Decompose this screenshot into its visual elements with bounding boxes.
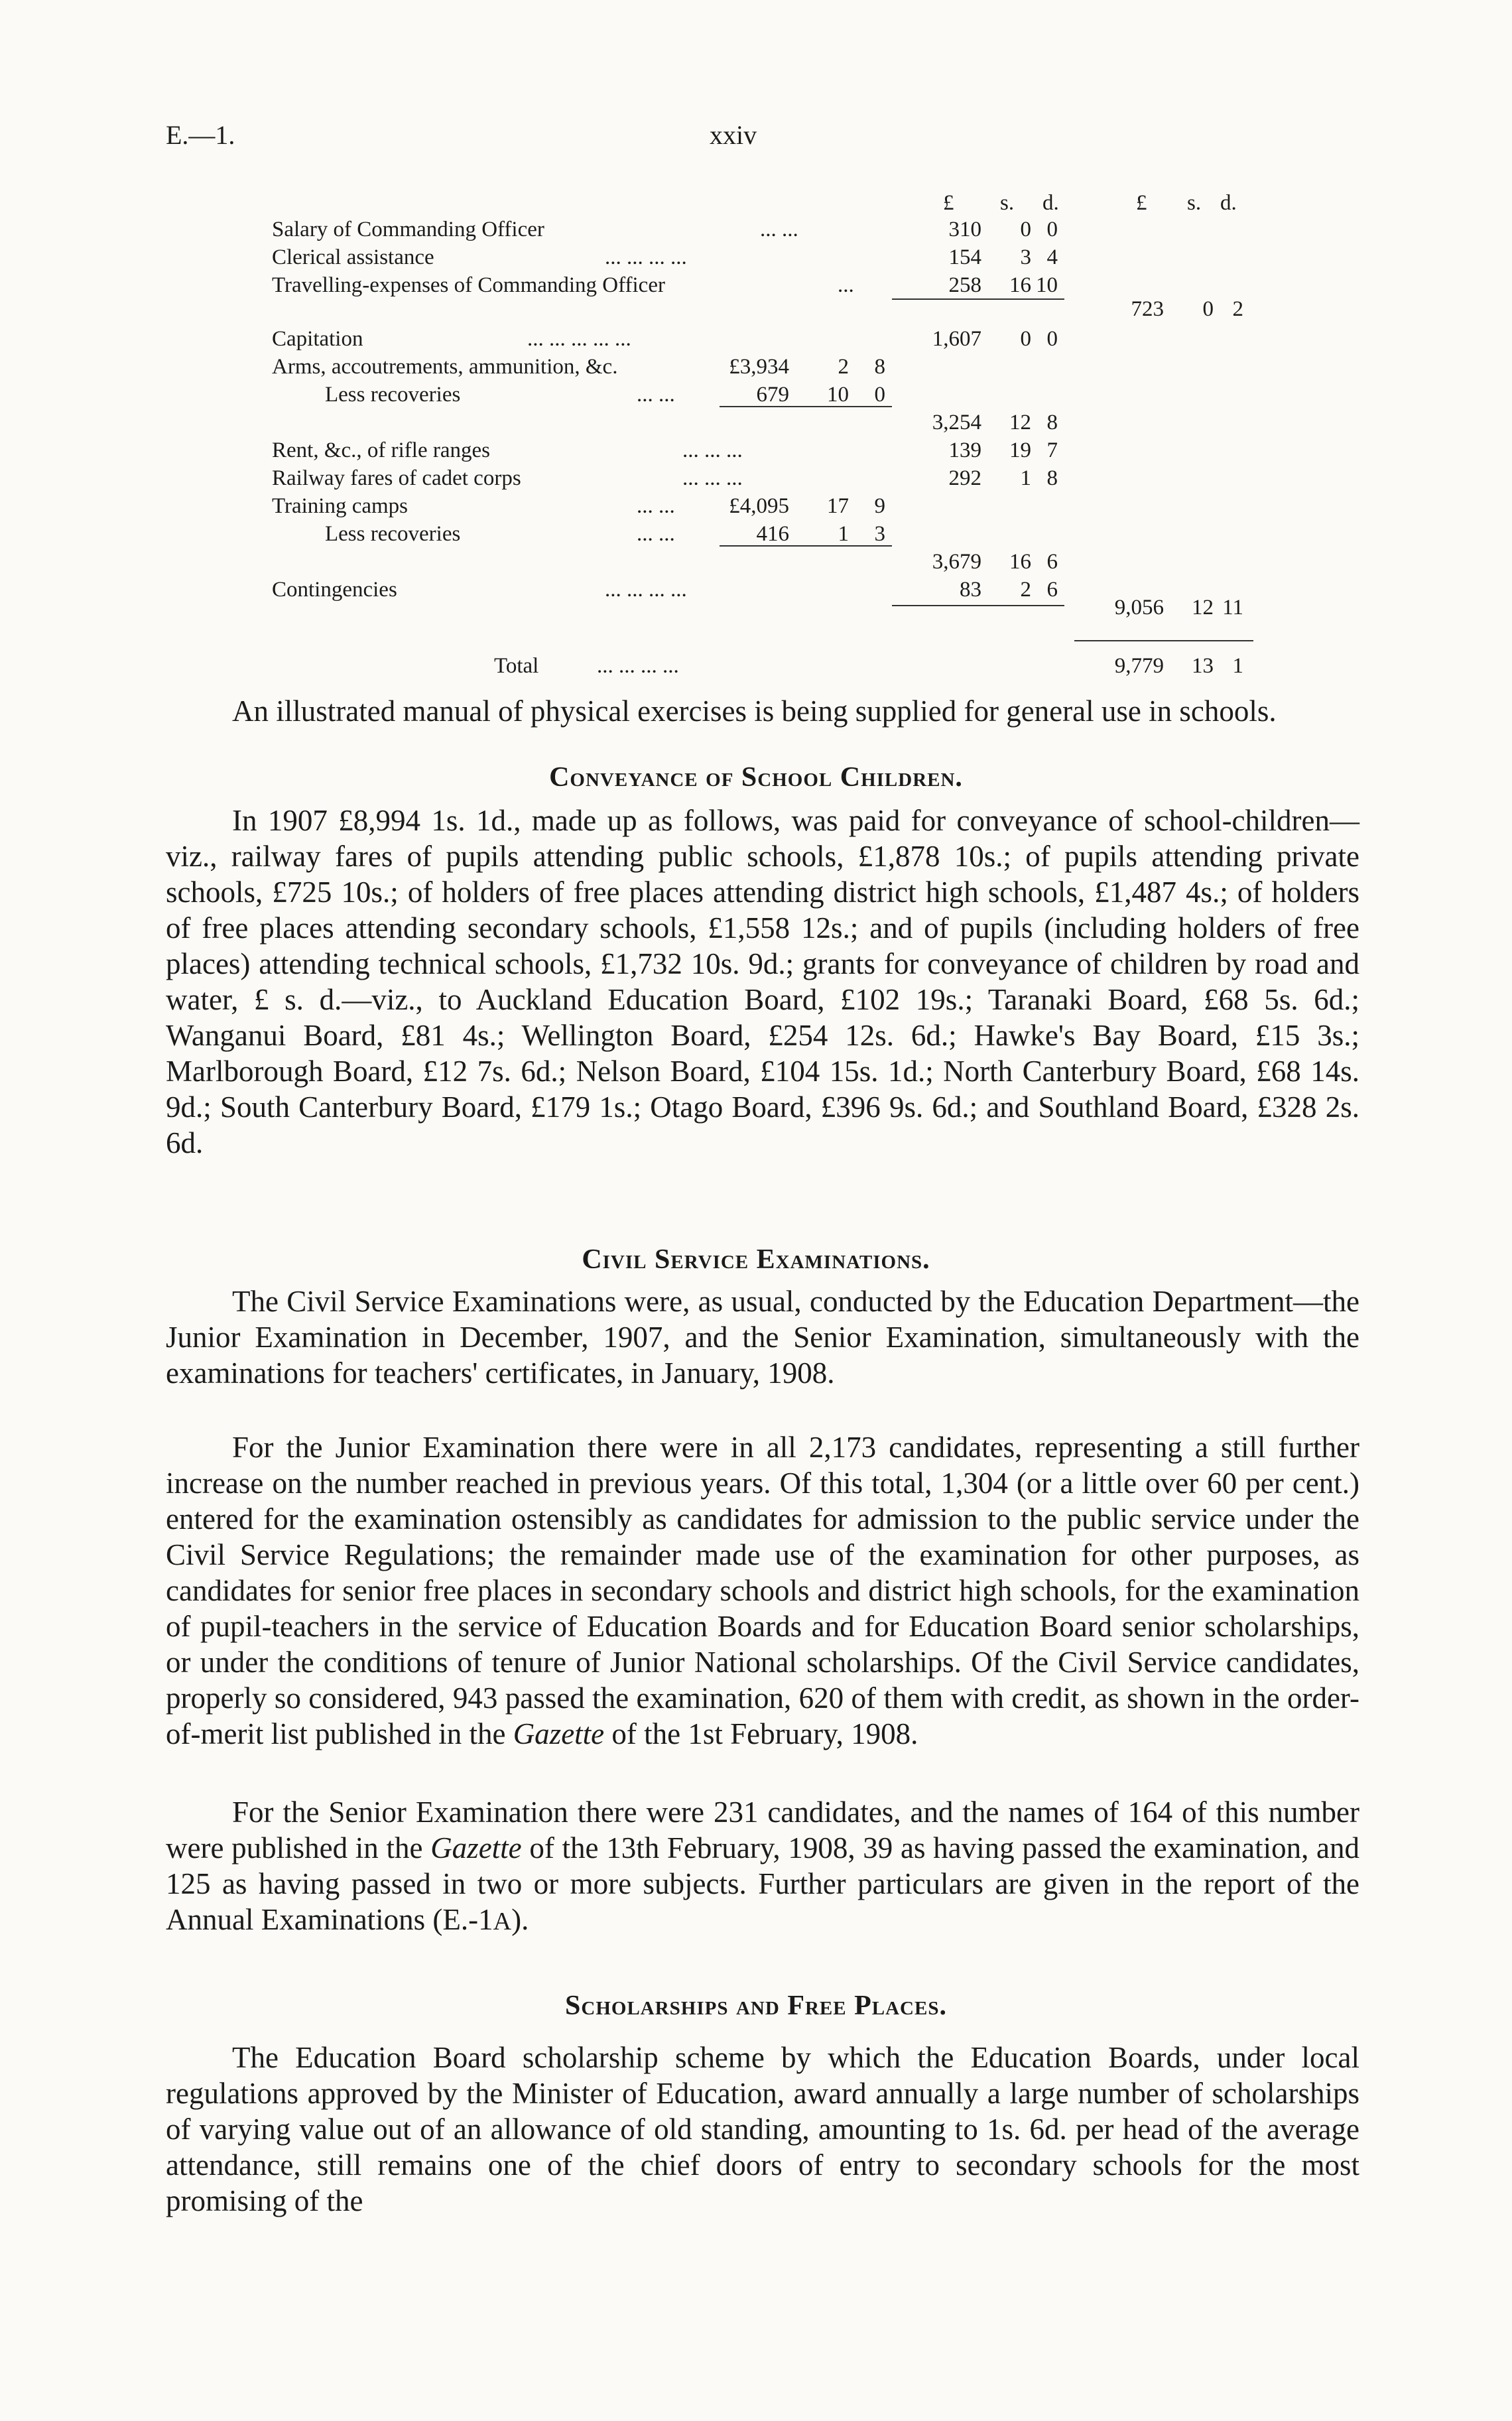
row-label: Less recoveries (325, 383, 461, 407)
row-inner-pounds: 416 (756, 522, 789, 546)
row-pence: 6 (1046, 578, 1058, 602)
row-label: Salary of Commanding Officer (272, 218, 544, 241)
row-leader-dots: ... ... (760, 218, 798, 241)
row-pence: 10 (1036, 273, 1058, 297)
total-pence: 1 (1232, 654, 1243, 678)
row-pounds: 3,254 (932, 411, 981, 434)
col-header-shillings-2: s. (1187, 191, 1202, 215)
subtotal-1-pence: 2 (1232, 297, 1243, 321)
row-inner-pence: 8 (874, 355, 885, 379)
total-label: Total (494, 654, 539, 678)
gazette-title-2: Gazette (430, 1831, 522, 1865)
p2-tail: of the 1st February, 1908. (604, 1717, 918, 1750)
row-inner-pounds: 679 (756, 383, 789, 407)
page-marker: E.—1. (166, 120, 235, 150)
p3-text: For the Senior Examination there were 231 candidates, and the names of 164 of this number were published in the (166, 1796, 1359, 1865)
section-heading-scholarships: Scholarships and Free Places. (565, 1991, 947, 2021)
row-pounds: 310 (948, 218, 981, 241)
civil-service-paragraph-3 (166, 1794, 1359, 1939)
p3-end: ). (511, 1903, 529, 1936)
row-inner-shillings: 17 (827, 494, 849, 518)
gazette-title: Gazette (513, 1717, 605, 1750)
row-label: Training camps (272, 494, 409, 518)
p3-tail: of the 13th February, 1908, 39 as having passed the examination, and 125 as having passed in two or more subjects. Further particulars are given in the report of the Annual Examinations (E.-1 (166, 1831, 1360, 1936)
row-leader-dots: ... ... ... (682, 438, 743, 462)
inner-sum-rule-2 (720, 545, 892, 547)
scholarships-paragraph: The Education Board scholarship scheme by which the Education Boards, under local regulations approved by the Minister of Education, award annually a large number of scholarships of varying value out of an allowance of old standing, amounting to 1s. 6d. per head of the average attendance, still remains one of the chief doors of entry to secondary schools for the most promising of the (166, 2041, 1359, 2217)
section-heading-conveyance: Conveyance of School Children. (549, 762, 963, 793)
row-shillings: 1 (1020, 466, 1031, 490)
row-label: Contingencies (272, 578, 397, 602)
row-inner-pence: 9 (874, 494, 885, 518)
row-shillings: 16 (1009, 273, 1031, 297)
row-leader-dots: ... ... ... ... (605, 245, 687, 269)
row-leader-dots: ... ... ... (682, 466, 743, 490)
section-heading-civil-service: Civil Service Examinations. (582, 1244, 930, 1275)
row-leader-dots: ... ... (637, 494, 675, 518)
row-pounds: 154 (948, 245, 981, 269)
intro-paragraph: An illustrated manual of physical exercises is being supplied for general use in schools. (232, 694, 1277, 728)
expenditure-table (0, 0, 1512, 703)
row-label: Rent, &c., of rifle ranges (272, 438, 490, 462)
inner-sum-rule-1 (720, 406, 892, 407)
row-leader-dots: ... ... ... ... ... (527, 327, 631, 351)
row-leader-dots: ... ... ... ... (605, 578, 687, 602)
row-inner-shillings: 2 (838, 355, 849, 379)
row-pence: 4 (1046, 245, 1058, 269)
row-pence: 0 (1046, 327, 1058, 351)
row-pence: 0 (1046, 218, 1058, 241)
row-shillings: 16 (1009, 550, 1031, 574)
row-inner-pence: 0 (874, 383, 885, 407)
row-shillings: 2 (1020, 578, 1031, 602)
civil-service-paragraph-1: The Civil Service Examinations were, as usual, conducted by the Education Department—the Junior Examination in December, 1907, and the Senior Examination, simultaneously with the examinations for teachers' certificates, in January, 1908. (166, 1285, 1359, 1390)
row-pounds: 1,607 (932, 327, 981, 351)
row-label: Clerical assistance (272, 245, 434, 269)
row-pence: 7 (1046, 438, 1058, 462)
row-pounds: 139 (948, 438, 981, 462)
row-inner-pounds: £3,934 (729, 355, 789, 379)
row-inner-pence: 3 (874, 522, 885, 546)
row-pounds: 83 (960, 578, 981, 602)
row-inner-shillings: 10 (827, 383, 849, 407)
row-leader-dots: ... ... (637, 522, 675, 546)
subtotal-1-pounds: 723 (1131, 297, 1164, 321)
total-leader-dots: ... ... ... ... (597, 654, 679, 678)
col-header-pence: d. (1042, 191, 1059, 215)
total-shillings: 13 (1192, 654, 1214, 678)
row-label: Capitation (272, 327, 363, 351)
p3-suffix: A (493, 1908, 512, 1935)
row-shillings: 0 (1020, 327, 1031, 351)
col-header-pounds: £ (943, 191, 954, 215)
row-pence: 6 (1046, 550, 1058, 574)
col-header-pence-2: d. (1220, 191, 1237, 215)
row-shillings: 0 (1020, 218, 1031, 241)
total-rule (1074, 640, 1253, 641)
row-shillings: 12 (1009, 411, 1031, 434)
row-inner-pounds: £4,095 (729, 494, 789, 518)
row-leader-dots: ... (838, 273, 854, 297)
col-header-pounds-2: £ (1136, 191, 1147, 215)
page-number: xxiv (710, 120, 757, 150)
p2-text: For the Junior Examination there were in all 2,173 candidates, representing a still further increase on the number reached in previous years. Of this total, 1,304 (or a little over 60 per cent.) entered for the examination ostensibly as candidates for admission to the public service under the Civil Service Regulations; the remainder made use of the examination for other purposes, as candidates for senior free places in secondary schools and district high schools, for the examination of pupil-teachers in the service of Education Boards and for Education Board senior scholarships, or under the conditions of tenure of Junior National scholarships. Of the Civil Service candidates, properly so considered, 943 passed the examination, 620 of them with credit, as shown in the order-of-merit list published in the (166, 1431, 1359, 1750)
row-shillings: 19 (1009, 438, 1031, 462)
row-leader-dots: ... ... (637, 383, 675, 407)
row-label: Arms, accoutrements, ammunition, &c. (272, 355, 618, 379)
row-label: Railway fares of cadet corps (272, 466, 521, 490)
row-inner-shillings: 1 (838, 522, 849, 546)
row-pounds: 3,679 (932, 550, 981, 574)
subtotal-2-pounds: 9,056 (1114, 596, 1164, 620)
row-pounds: 292 (948, 466, 981, 490)
row-label: Less recoveries (325, 522, 461, 546)
subtotal-2-pence: 11 (1222, 596, 1243, 620)
row-shillings: 3 (1020, 245, 1031, 269)
row-pence: 8 (1046, 411, 1058, 434)
conveyance-paragraph: In 1907 £8,994 1s. 1d., made up as follows, was paid for conveyance of school-children—viz., railway fares of pupils attending public schools, £1,878 10s.; of pupils attending private schools, £725 10s.; of holders of free places attending district high schools, £1,487 4s.; of holders of free places attending secondary schools, £1,558 12s.; and of pupils (including holders of free places) attending technical schools, £1,732 10s. 9d.; grants for conveyance of children by road and water, £ s. d.—viz., to Auckland Education Board, £102 19s.; Taranaki Board, £68 5s. 6d.; Wanganui Board, £81 4s.; Wellington Board, £254 12s. 6d.; Hawke's Bay Board, £15 3s.; Marlborough Board, £12 7s. 6d.; Nelson Board, £104 15s. 1d.; North Canterbury Board, £68 14s. 9d.; South Canterbury Board, £179 1s.; Otago Board, £396 9s. 6d.; and Southland Board, £328 2s. 6d. (166, 804, 1359, 1159)
col-header-shillings: s. (1000, 191, 1015, 215)
row-pounds: 258 (948, 273, 981, 297)
civil-service-paragraph-2 (166, 1429, 1359, 1752)
row-pence: 8 (1046, 466, 1058, 490)
total-pounds: 9,779 (1114, 654, 1164, 678)
subtotal-2-shillings: 12 (1192, 596, 1214, 620)
row-label: Travelling-expenses of Commanding Officer (272, 273, 665, 297)
subtotal-1-shillings: 0 (1202, 297, 1214, 321)
